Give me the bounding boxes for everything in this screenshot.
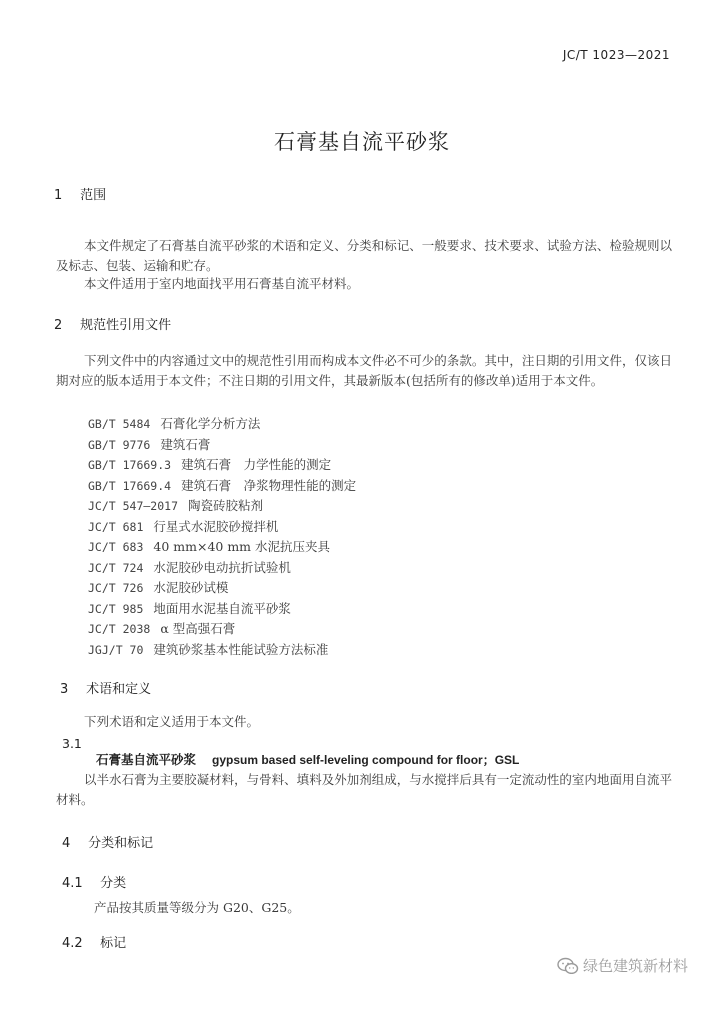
subsection-number: 4.2: [62, 936, 83, 951]
reference-item: JC/T 683 40 mm×40 mm 水泥抗压夹具: [88, 539, 331, 554]
reference-item: JC/T 726 水泥胶砂试模: [88, 580, 229, 595]
page-title: 石膏基自流平砂浆: [274, 130, 450, 154]
section-number: 2: [54, 318, 63, 333]
section-1-paragraph-1: 本文件规定了石膏基自流平砂浆的术语和定义、分类和标记、一般要求、技术要求、试验方法、检验规则以及标志、包装、运输和贮存。: [56, 238, 672, 273]
term-chinese: 石膏基自流平砂浆: [96, 752, 197, 767]
section-number: 4: [62, 836, 71, 851]
reference-item: GB/T 9776 建筑石膏: [88, 436, 211, 452]
standard-code: JC/T 1023—2021: [562, 48, 670, 62]
reference-item: GB/T 17669.3 建筑石膏 力学性能的测定: [88, 457, 332, 472]
reference-item: JC/T 985 地面用水泥基自流平砂浆: [88, 600, 291, 616]
section-3-intro: 下列术语和定义适用于本文件。: [84, 714, 260, 729]
reference-item: JC/T 724 水泥胶砂电动抗折试验机: [88, 559, 291, 575]
classification-paragraph: 产品按其质量等级分为 G20、G25。: [94, 900, 300, 915]
section-2-paragraph: 下列文件中的内容通过文中的规范性引用而构成本文件必不可少的条款。其中，注日期的引用文件，仅该日期对应的版本适用于本文件；不注日期的引用文件，其最新版本(包括所有的修改单)适用于本文件。: [56, 353, 672, 388]
section-1-heading: [54, 184, 106, 203]
reference-item: JC/T 2038 α 型高强石膏: [88, 621, 236, 636]
watermark-text: 绿色建筑新材料: [582, 957, 688, 975]
reference-item: JC/T 547—2017 陶瓷砖胶粘剂: [88, 498, 264, 513]
section-number: 1: [54, 188, 63, 203]
reference-item: JC/T 681 行星式水泥胶砂搅拌机: [88, 518, 279, 534]
section-title: 术语和定义: [86, 682, 152, 697]
reference-item: JGJ/T 70 建筑砂浆基本性能试验方法标准: [88, 641, 329, 657]
reference-item: GB/T 5484 石膏化学分析方法: [88, 416, 261, 431]
section-title: 规范性引用文件: [80, 318, 172, 333]
term-entry: [96, 750, 519, 768]
subsection-number: 4.1: [62, 876, 83, 891]
section-3-heading: [60, 678, 151, 697]
subsection-4-2-heading: [62, 932, 126, 951]
section-2-heading: [54, 314, 171, 333]
normative-references-list: [88, 414, 356, 660]
reference-item: GB/T 17669.4 建筑石膏 净浆物理性能的测定: [88, 477, 357, 493]
subsection-4-1-heading: [62, 872, 126, 891]
wechat-icon: [557, 957, 579, 975]
subsection-3-1-number: 3.1: [62, 736, 82, 751]
section-title: 范围: [80, 188, 107, 203]
term-definition: 以半水石膏为主要胶凝材料，与骨料、填料及外加剂组成，与水搅拌后具有一定流动性的室内地面用自流平材料。: [56, 772, 672, 807]
section-1-paragraph-2: 本文件适用于室内地面找平用石膏基自流平材料。: [84, 276, 360, 291]
section-number: 3: [60, 682, 69, 697]
term-english: gypsum based self-leveling compound for floor；GSL: [212, 753, 520, 767]
section-title: 分类和标记: [88, 836, 154, 851]
subsection-title: 标记: [100, 936, 127, 951]
section-4-heading: [62, 832, 153, 851]
watermark: [557, 955, 688, 976]
subsection-title: 分类: [100, 876, 127, 891]
